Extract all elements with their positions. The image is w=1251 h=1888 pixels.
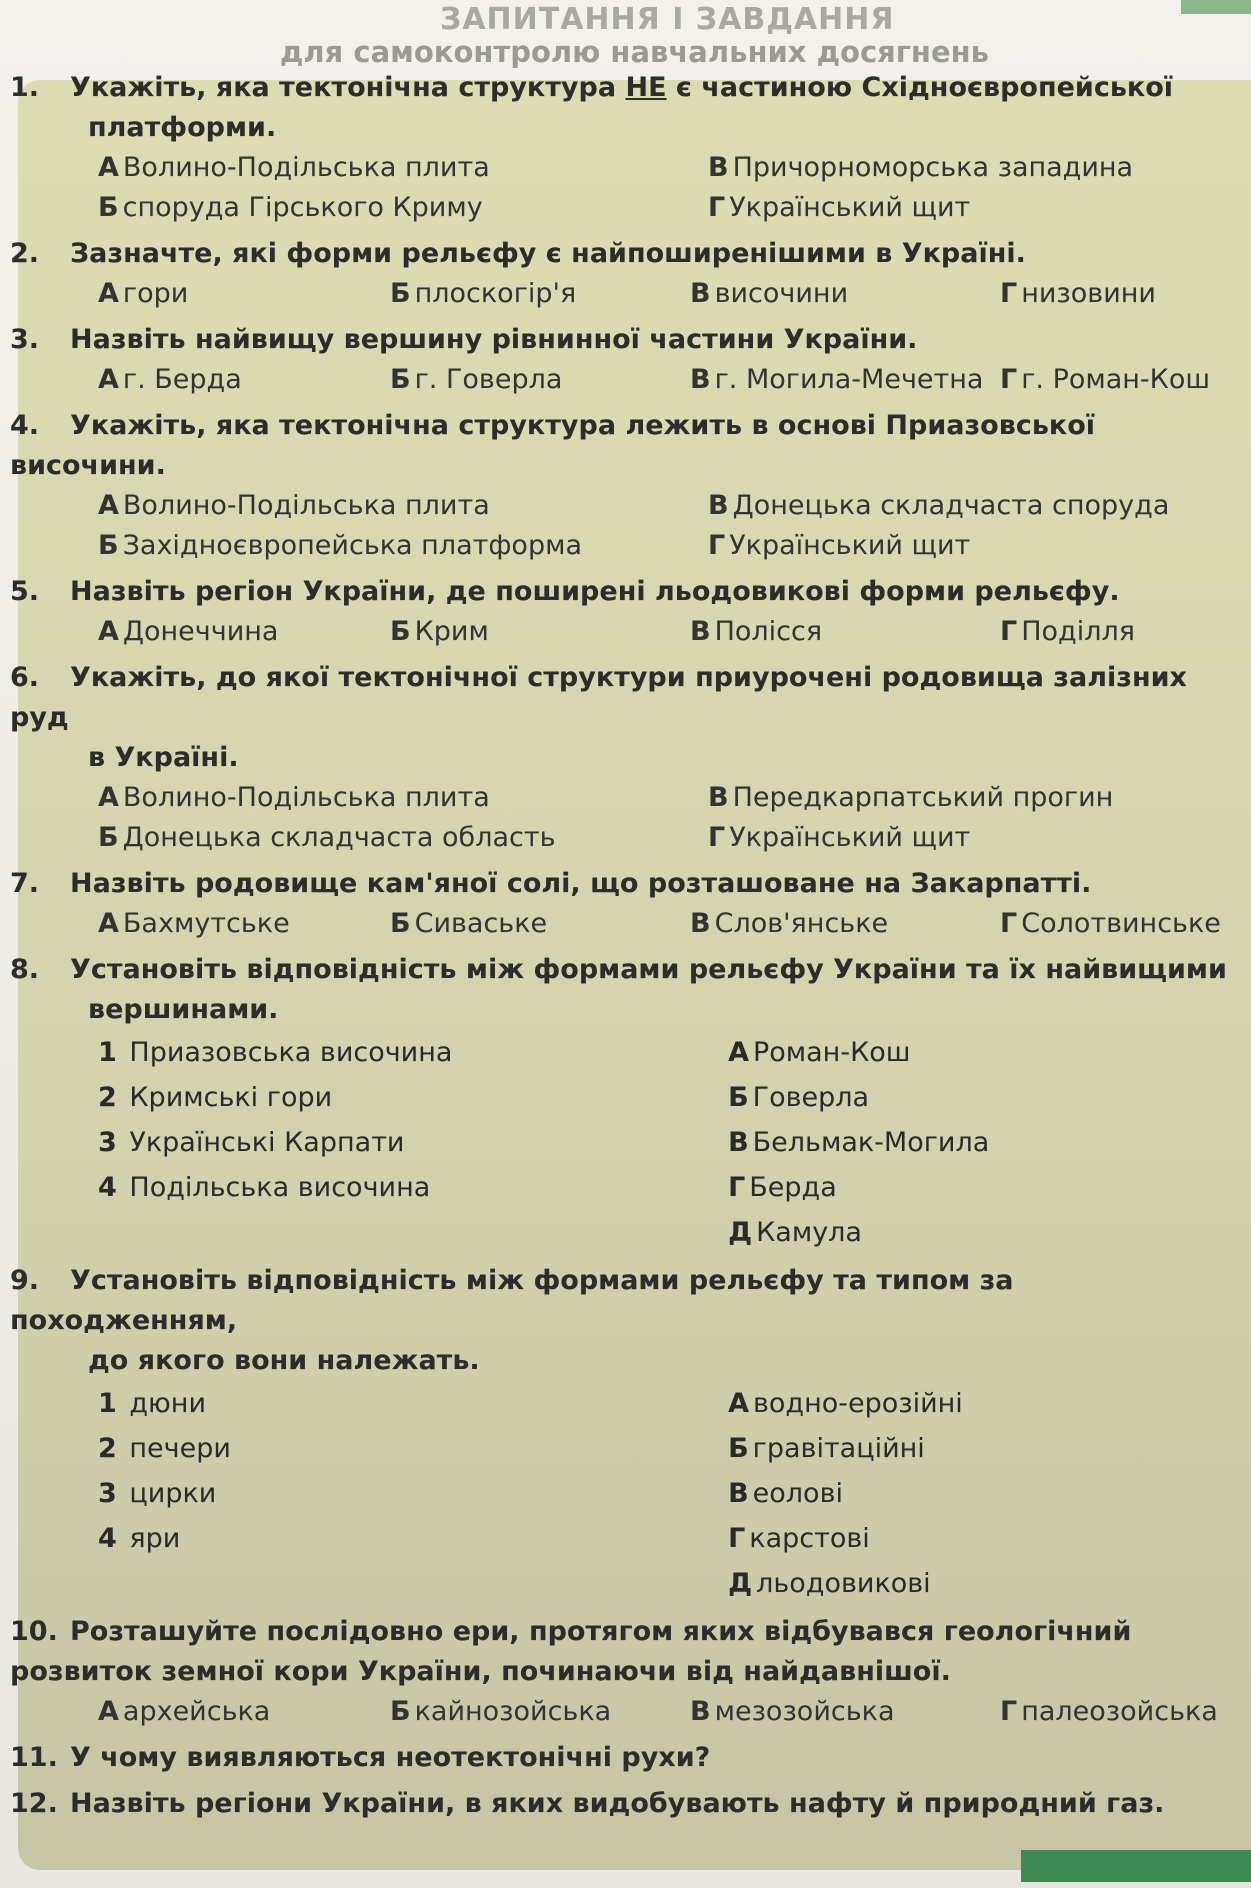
question-text: Установіть відповідність між формами рельєфу України та їх найвищими [70,954,1227,985]
option: Б плоскогір'я [390,278,577,309]
question-7 [10,864,1240,944]
option: А г. Берда [98,364,242,395]
question-text-continuation: вершинами. [88,994,279,1025]
match-answer: Г Берда [728,1172,837,1203]
section-title: ЗАПИТАННЯ І ЗАВДАННЯ [440,2,895,37]
option: А Донеччина [98,616,279,647]
matching-right-column [728,1030,1240,1255]
question-number: 6. [10,662,40,693]
match-answer: А водно-ерозійні [728,1388,963,1419]
match-answer: В еолові [728,1478,843,1509]
question-number: 11. [10,1742,58,1773]
question-number: 3. [10,324,40,355]
question-2-text [10,234,1240,274]
question-3-text [10,320,1240,360]
option: А Волино-Подільська плита [98,152,490,183]
match-item: 1 дюни [98,1388,206,1419]
question-12 [10,1784,1240,1824]
option: А Волино-Подільська плита [98,490,490,521]
question-number: 5. [10,576,40,607]
question-text: Зазначте, які форми рельєфу є найпоширенішими в Україні. [70,238,1026,269]
question-6-options [10,778,1240,858]
option: Б споруда Гірського Криму [98,192,483,223]
match-item: 4 Подільська височина [98,1172,431,1203]
option: Б Західноєвропейська платформа [98,530,583,561]
question-11 [10,1738,1240,1778]
question-1-options [10,148,1240,228]
match-answer: Д льодовикові [728,1568,931,1599]
option: В Слов'янське [690,908,889,939]
match-answer: Д Камула [728,1217,862,1248]
question-2 [10,234,1240,314]
question-text: Назвіть регіони України, в яких видобувають нафту й природний газ. [70,1788,1165,1819]
match-item: 3 Українські Карпати [98,1127,405,1158]
question-number: 10. [10,1616,58,1647]
question-12-text [10,1784,1240,1824]
question-11-text [10,1738,1240,1778]
question-10 [10,1612,1240,1732]
question-text-end: є частиною Східноєвропейської [675,72,1174,103]
question-text: Назвіть родовище кам'яної солі, що розташоване на Закарпатті. [70,868,1092,899]
option: Г низовини [1000,278,1156,309]
question-4-text [10,406,1240,486]
option: В височини [690,278,849,309]
question-5 [10,572,1240,652]
match-answer: Б гравітаційні [728,1433,925,1464]
option: Г Український щит [708,530,971,561]
section-subtitle: для самоконтролю навчальних досягнень [280,35,989,69]
match-answer: Б Говерла [728,1082,870,1113]
question-text: Укажіть, яка тектонічна структура [70,72,617,103]
option: Г Український щит [708,822,971,853]
match-item: 2 Кримські гори [98,1082,333,1113]
question-6 [10,658,1240,858]
question-number: 1. [10,72,40,103]
question-1 [10,68,1240,228]
question-7-options [10,904,1240,944]
option: Б г. Говерла [390,364,563,395]
question-text: Укажіть, яка тектонічна структура лежить в основі Приазовської височини. [10,410,1096,481]
question-8-matching [10,1030,1240,1255]
option: А гори [98,278,189,309]
option: В Причорноморська западина [708,152,1134,183]
option: Г Поділля [1000,616,1135,647]
question-4 [10,406,1240,566]
question-text-continuation: до якого вони належать. [88,1345,480,1376]
question-9-matching [10,1381,1240,1606]
option: Б Крим [390,616,489,647]
question-number: 8. [10,954,40,985]
option: Б кайнозойська [390,1696,612,1727]
option: Г г. Роман-Кош [1000,364,1211,395]
question-text-continuation: в Україні. [88,742,239,773]
option: В Донецька складчаста споруда [708,490,1170,521]
question-text: Установіть відповідність між формами рельєфу та типом за походженням, [10,1265,1014,1336]
match-answer: А Роман-Кош [728,1037,911,1068]
question-9-text [10,1261,1240,1381]
question-number: 4. [10,410,40,441]
option: Б Сиваське [390,908,548,939]
question-number: 12. [10,1788,58,1819]
match-item: 1 Приазовська височина [98,1037,453,1068]
question-7-text [10,864,1240,904]
option: В Полісся [690,616,823,647]
question-4-options [10,486,1240,566]
question-8-text [10,950,1240,1030]
question-emphasis: НЕ [625,72,667,103]
question-text: Назвіть регіон України, де поширені льодовикові форми рельєфу. [70,576,1120,607]
questions-list [10,68,1240,1830]
match-item: 3 цирки [98,1478,217,1509]
question-number: 9. [10,1265,40,1296]
option: Г палеозойська [1000,1696,1218,1727]
question-number: 2. [10,238,40,269]
option: А архейська [98,1696,271,1727]
question-6-text [10,658,1240,778]
question-1-text [10,68,1240,148]
question-8 [10,950,1240,1255]
option: В г. Могила-Мечетна [690,364,984,395]
question-10-text [10,1612,1240,1692]
option: Г Солотвинське [1000,908,1221,939]
question-text: Назвіть найвищу вершину рівнинної частини України. [70,324,918,355]
question-5-options [10,612,1240,652]
option: В Передкарпатський прогин [708,782,1114,813]
option: А Бахмутське [98,908,290,939]
question-text: Розташуйте послідовно ери, протягом яких відбувався геологічний розвиток земної кори України, починаючи від найдавнішої. [10,1616,1132,1687]
match-answer: Г карстові [728,1523,870,1554]
option: В мезозойська [690,1696,895,1727]
page-edge-bar [1021,1850,1251,1882]
match-item: 2 печери [98,1433,231,1464]
match-item: 4 яри [98,1523,181,1554]
corner-decoration [1181,0,1251,14]
matching-right-column [728,1381,1240,1606]
question-10-options [10,1692,1240,1732]
question-9 [10,1261,1240,1606]
matching-left-column [98,1030,728,1255]
question-text: Укажіть, до якої тектонічної структури приурочені родовища залізних руд [10,662,1187,733]
option: А Волино-Подільська плита [98,782,490,813]
question-text: У чому виявляються неотектонічні рухи? [70,1742,711,1773]
question-2-options [10,274,1240,314]
option: Г Український щит [708,192,971,223]
question-5-text [10,572,1240,612]
option: Б Донецька складчаста область [98,822,556,853]
question-3-options [10,360,1240,400]
match-answer: В Бельмак-Могила [728,1127,990,1158]
question-3 [10,320,1240,400]
matching-left-column [98,1381,728,1606]
question-text-continuation: платформи. [88,112,277,143]
question-number: 7. [10,868,40,899]
